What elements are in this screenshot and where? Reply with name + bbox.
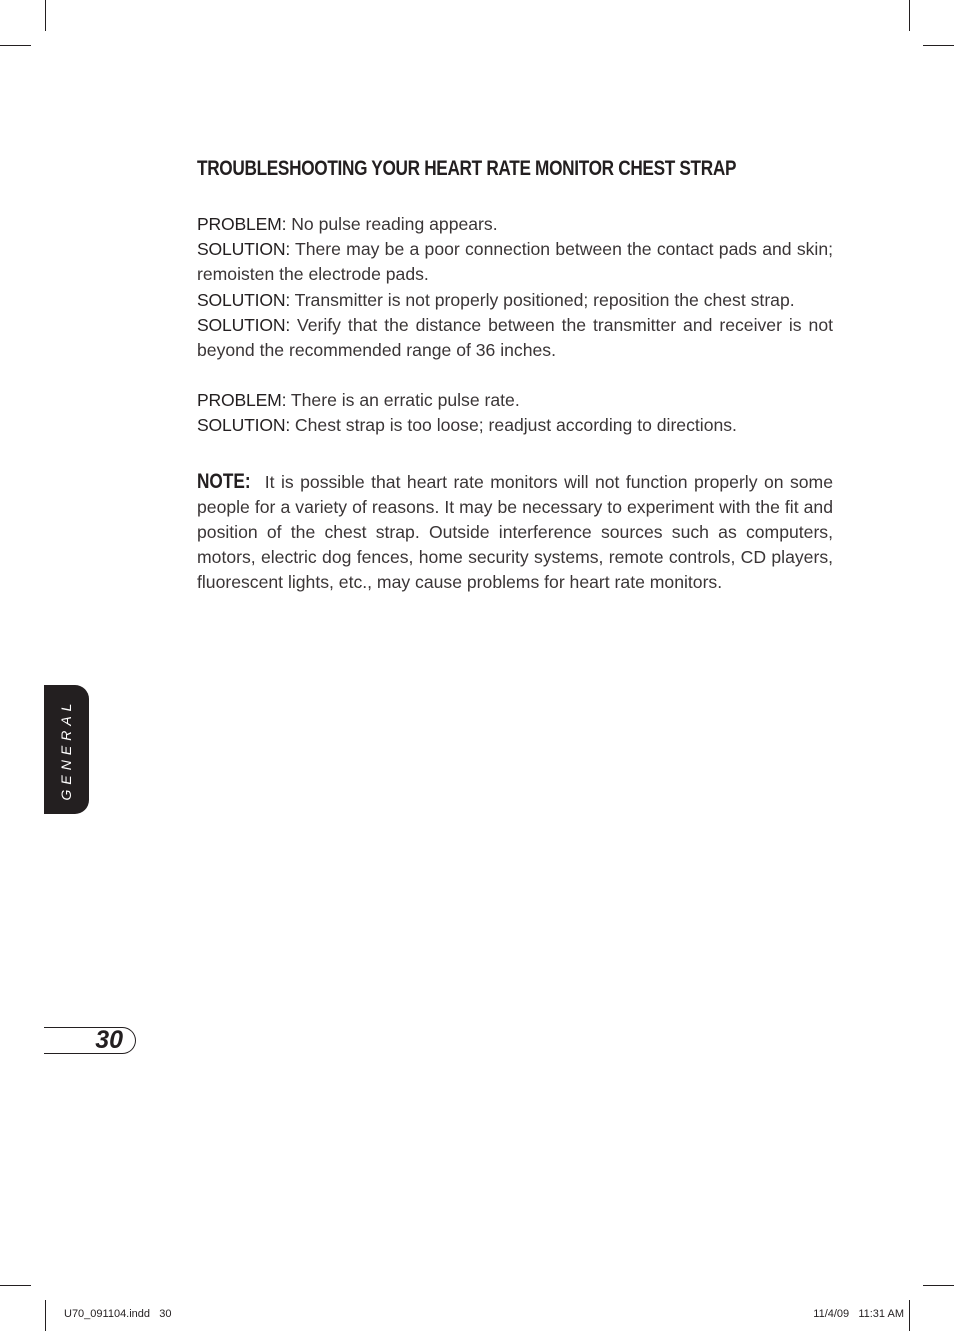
solution-text: Chest strap is too loose; readjust according to directions. [290,415,737,436]
section-side-tab-label: GENERAL [58,698,74,801]
solution-label: SOLUTION: [197,415,291,436]
slug-date-time: 11/4/09 11:31 AM [813,1308,904,1320]
problem-text: There is an erratic pulse rate. [286,390,520,411]
crop-mark-bottom-right-horizontal [923,1285,954,1286]
solution-text: Transmitter is not properly positioned; reposition the chest strap. [290,289,795,310]
note-text: It is possible that heart rate monitors will not function properly on some people for a variety of reasons. It may be necessary to experiment with the fit and position of the chest strap. Outside interference sources such as computers, motors, electric dog fences, home security systems, remote controls, CD players, fluorescent lights, etc., may cause problems for heart rate monitors. [197,471,833,593]
crop-mark-bottom-right-vertical [909,1300,910,1331]
crop-mark-top-right-horizontal [923,45,954,46]
crop-mark-top-left-vertical [45,0,46,31]
solution-label: SOLUTION: [197,239,291,260]
page-content [197,154,833,596]
solution-label: SOLUTION: [197,289,291,310]
slug-file-info: U70_091104.indd 30 [64,1308,172,1320]
solution-label: SOLUTION: [197,314,291,335]
problem-block-2 [197,388,833,438]
spacer [197,363,833,388]
crop-mark-bottom-left-vertical [45,1300,46,1331]
spacer [197,439,833,469]
crop-mark-top-right-vertical [909,0,910,31]
problem-block-1 [197,212,833,363]
problem-text: No pulse reading appears. [286,214,498,234]
problem-label: PROBLEM: [197,390,287,411]
crop-mark-bottom-left-horizontal [0,1285,31,1286]
solution-text: Verify that the distance between the transmitter and receiver is not beyond the recommended range of 36 inches. [197,314,833,361]
page-number-box [44,1027,136,1054]
page-number: 30 [95,1026,123,1054]
solution-text: There may be a poor connection between the contact pads and skin; remoisten the electrode pads. [197,239,833,285]
note-paragraph [197,469,833,596]
note-label: NOTE: [197,469,251,493]
page-title: TROUBLESHOOTING YOUR HEART RATE MONITOR CHEST STRAP [197,157,737,180]
section-side-tab [44,685,89,814]
crop-mark-top-left-horizontal [0,45,31,46]
problem-label: PROBLEM: [197,214,287,234]
